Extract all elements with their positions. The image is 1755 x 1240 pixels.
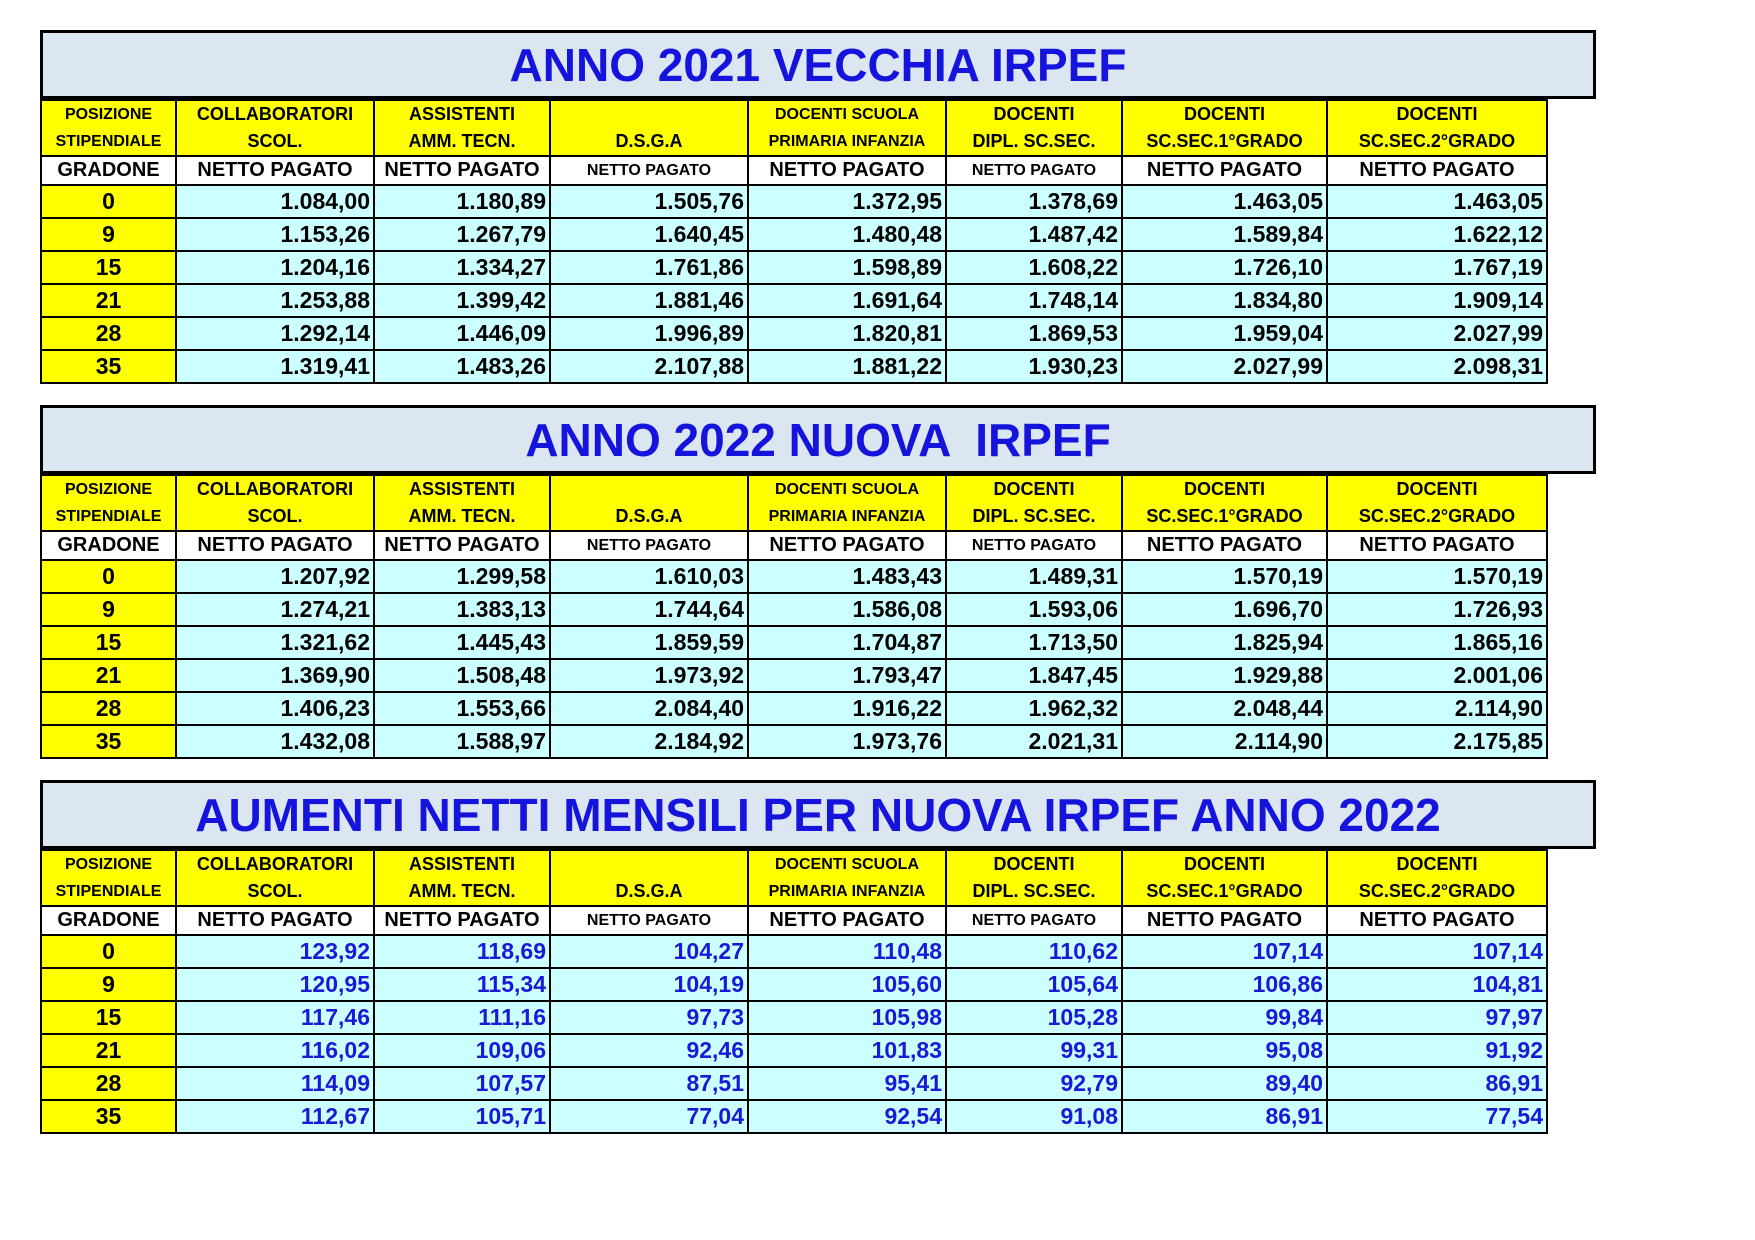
table-row [41,593,1547,626]
value-cell: 1.973,76 [748,725,946,758]
subheader-netto-pagato: NETTO PAGATO [176,906,374,935]
value-cell: 1.321,62 [176,626,374,659]
gradone-cell: 35 [41,350,176,383]
table-row [41,626,1547,659]
value-cell: 92,46 [550,1034,748,1067]
value-cell: 1.432,08 [176,725,374,758]
value-cell: 105,71 [374,1100,550,1133]
column-header-bottom: SC.SEC.2°GRADO [1327,503,1547,531]
column-header-top [550,850,748,878]
value-cell: 117,46 [176,1001,374,1034]
value-cell: 110,62 [946,935,1122,968]
value-cell: 1.487,42 [946,218,1122,251]
table-row [41,350,1547,383]
subheader-netto-pagato: NETTO PAGATO [1327,156,1547,185]
value-cell: 91,92 [1327,1034,1547,1067]
subheader-netto-pagato: NETTO PAGATO [748,156,946,185]
gradone-cell: 15 [41,1001,176,1034]
value-cell: 1.598,89 [748,251,946,284]
value-cell: 1.834,80 [1122,284,1327,317]
table-row [41,659,1547,692]
value-cell: 95,08 [1122,1034,1327,1067]
value-cell: 1.881,46 [550,284,748,317]
value-cell: 105,64 [946,968,1122,1001]
column-header-top: DOCENTI [1327,850,1547,878]
table-row [41,1001,1547,1034]
value-cell: 107,57 [374,1067,550,1100]
table-row [41,251,1547,284]
value-cell: 1.761,86 [550,251,748,284]
subheader-netto-pagato: NETTO PAGATO [550,906,748,935]
column-header-top: DOCENTI [1122,475,1327,503]
value-cell: 1.865,16 [1327,626,1547,659]
value-cell: 2.027,99 [1327,317,1547,350]
value-cell: 99,84 [1122,1001,1327,1034]
value-cell: 1.959,04 [1122,317,1327,350]
salary-table-block [40,405,1596,759]
subheader-netto-pagato: NETTO PAGATO [1327,531,1547,560]
gradone-cell: 15 [41,251,176,284]
column-header-bottom: D.S.G.A [550,503,748,531]
value-cell: 107,14 [1327,935,1547,968]
value-cell: 2.175,85 [1327,725,1547,758]
column-header-top: ASSISTENTI [374,100,550,128]
value-cell: 1.505,76 [550,185,748,218]
subheader-netto-pagato: NETTO PAGATO [374,531,550,560]
value-cell: 1.996,89 [550,317,748,350]
column-header-top: DOCENTI SCUOLA [748,475,946,503]
header-row-bottom [41,128,1547,156]
subheader-netto-pagato: NETTO PAGATO [374,906,550,935]
table-row [41,185,1547,218]
value-cell: 1.847,45 [946,659,1122,692]
value-cell: 91,08 [946,1100,1122,1133]
column-header-top: COLLABORATORI [176,850,374,878]
header-stipendiale: STIPENDIALE [41,878,176,906]
column-header-bottom: SC.SEC.2°GRADO [1327,878,1547,906]
value-cell: 2.084,40 [550,692,748,725]
value-cell: 99,31 [946,1034,1122,1067]
header-gradone: GRADONE [41,531,176,560]
value-cell: 1.180,89 [374,185,550,218]
column-header-bottom: SC.SEC.1°GRADO [1122,503,1327,531]
column-header-top: DOCENTI [1122,850,1327,878]
table-row [41,284,1547,317]
column-header-bottom: D.S.G.A [550,128,748,156]
value-cell: 1.253,88 [176,284,374,317]
header-row-bottom [41,503,1547,531]
subheader-row [41,906,1547,935]
value-cell: 1.570,19 [1122,560,1327,593]
value-cell: 1.553,66 [374,692,550,725]
value-cell: 1.962,32 [946,692,1122,725]
value-cell: 1.589,84 [1122,218,1327,251]
value-cell: 1.406,23 [176,692,374,725]
table-row [41,560,1547,593]
column-header-bottom: PRIMARIA INFANZIA [748,503,946,531]
value-cell: 2.021,31 [946,725,1122,758]
table-row [41,935,1547,968]
value-cell: 95,41 [748,1067,946,1100]
value-cell: 1.480,48 [748,218,946,251]
value-cell: 87,51 [550,1067,748,1100]
subheader-netto-pagato: NETTO PAGATO [748,531,946,560]
value-cell: 1.930,23 [946,350,1122,383]
value-cell: 2.027,99 [1122,350,1327,383]
subheader-row [41,156,1547,185]
value-cell: 123,92 [176,935,374,968]
subheader-netto-pagato: NETTO PAGATO [550,156,748,185]
value-cell: 1.916,22 [748,692,946,725]
value-cell: 105,60 [748,968,946,1001]
column-header-top: ASSISTENTI [374,475,550,503]
column-header-top: DOCENTI [946,850,1122,878]
value-cell: 1.207,92 [176,560,374,593]
header-posizione: POSIZIONE [41,475,176,503]
value-cell: 1.378,69 [946,185,1122,218]
column-header-bottom: SCOL. [176,128,374,156]
subheader-netto-pagato: NETTO PAGATO [946,156,1122,185]
column-header-bottom: SC.SEC.1°GRADO [1122,128,1327,156]
table-row [41,1067,1547,1100]
salary-table-block [40,780,1596,1134]
value-cell: 2.048,44 [1122,692,1327,725]
value-cell: 1.825,94 [1122,626,1327,659]
value-cell: 97,73 [550,1001,748,1034]
value-cell: 1.292,14 [176,317,374,350]
table-row [41,692,1547,725]
value-cell: 1.153,26 [176,218,374,251]
value-cell: 104,81 [1327,968,1547,1001]
value-cell: 1.463,05 [1122,185,1327,218]
column-header-top: DOCENTI [946,100,1122,128]
value-cell: 1.204,16 [176,251,374,284]
table-row [41,218,1547,251]
value-cell: 2.114,90 [1122,725,1327,758]
table-row [41,1034,1547,1067]
column-header-bottom: D.S.G.A [550,878,748,906]
value-cell: 1.369,90 [176,659,374,692]
value-cell: 1.726,10 [1122,251,1327,284]
column-header-top: COLLABORATORI [176,475,374,503]
gradone-cell: 28 [41,692,176,725]
value-cell: 1.445,43 [374,626,550,659]
salary-table [40,849,1548,1134]
column-header-top: COLLABORATORI [176,100,374,128]
value-cell: 1.267,79 [374,218,550,251]
value-cell: 105,98 [748,1001,946,1034]
value-cell: 1.748,14 [946,284,1122,317]
value-cell: 1.881,22 [748,350,946,383]
subheader-netto-pagato: NETTO PAGATO [946,906,1122,935]
value-cell: 1.299,58 [374,560,550,593]
value-cell: 1.909,14 [1327,284,1547,317]
subheader-netto-pagato: NETTO PAGATO [176,156,374,185]
value-cell: 86,91 [1327,1067,1547,1100]
value-cell: 1.084,00 [176,185,374,218]
column-header-top [550,100,748,128]
value-cell: 101,83 [748,1034,946,1067]
salary-table-block [40,30,1596,384]
salary-table [40,474,1548,759]
value-cell: 116,02 [176,1034,374,1067]
value-cell: 92,79 [946,1067,1122,1100]
value-cell: 1.446,09 [374,317,550,350]
value-cell: 120,95 [176,968,374,1001]
subheader-netto-pagato: NETTO PAGATO [176,531,374,560]
value-cell: 77,54 [1327,1100,1547,1133]
value-cell: 1.508,48 [374,659,550,692]
value-cell: 1.744,64 [550,593,748,626]
subheader-netto-pagato: NETTO PAGATO [1327,906,1547,935]
subheader-netto-pagato: NETTO PAGATO [1122,531,1327,560]
subheader-netto-pagato: NETTO PAGATO [748,906,946,935]
value-cell: 86,91 [1122,1100,1327,1133]
value-cell: 1.622,12 [1327,218,1547,251]
subheader-netto-pagato: NETTO PAGATO [1122,156,1327,185]
value-cell: 114,09 [176,1067,374,1100]
table-title: AUMENTI NETTI MENSILI PER NUOVA IRPEF ANNO 2022 [40,780,1596,849]
value-cell: 1.869,53 [946,317,1122,350]
value-cell: 1.704,87 [748,626,946,659]
value-cell: 1.586,08 [748,593,946,626]
column-header-bottom: AMM. TECN. [374,503,550,531]
value-cell: 1.767,19 [1327,251,1547,284]
column-header-bottom: DIPL. SC.SEC. [946,503,1122,531]
gradone-cell: 15 [41,626,176,659]
value-cell: 2.001,06 [1327,659,1547,692]
value-cell: 1.489,31 [946,560,1122,593]
gradone-cell: 21 [41,284,176,317]
value-cell: 111,16 [374,1001,550,1034]
header-posizione: POSIZIONE [41,850,176,878]
column-header-bottom: PRIMARIA INFANZIA [748,128,946,156]
value-cell: 1.713,50 [946,626,1122,659]
value-cell: 104,27 [550,935,748,968]
value-cell: 77,04 [550,1100,748,1133]
value-cell: 1.593,06 [946,593,1122,626]
gradone-cell: 0 [41,560,176,593]
value-cell: 112,67 [176,1100,374,1133]
value-cell: 109,06 [374,1034,550,1067]
gradone-cell: 35 [41,725,176,758]
column-header-top [550,475,748,503]
gradone-cell: 28 [41,1067,176,1100]
column-header-bottom: SCOL. [176,503,374,531]
gradone-cell: 9 [41,593,176,626]
subheader-netto-pagato: NETTO PAGATO [1122,906,1327,935]
column-header-top: ASSISTENTI [374,850,550,878]
gradone-cell: 21 [41,1034,176,1067]
value-cell: 1.640,45 [550,218,748,251]
gradone-cell: 0 [41,185,176,218]
header-stipendiale: STIPENDIALE [41,503,176,531]
header-gradone: GRADONE [41,156,176,185]
column-header-bottom: DIPL. SC.SEC. [946,128,1122,156]
value-cell: 1.463,05 [1327,185,1547,218]
column-header-top: DOCENTI SCUOLA [748,850,946,878]
column-header-bottom: AMM. TECN. [374,878,550,906]
salary-table [40,99,1548,384]
value-cell: 110,48 [748,935,946,968]
gradone-cell: 9 [41,218,176,251]
value-cell: 1.383,13 [374,593,550,626]
value-cell: 92,54 [748,1100,946,1133]
value-cell: 118,69 [374,935,550,968]
value-cell: 1.820,81 [748,317,946,350]
column-header-top: DOCENTI [1327,475,1547,503]
header-gradone: GRADONE [41,906,176,935]
value-cell: 1.570,19 [1327,560,1547,593]
value-cell: 1.929,88 [1122,659,1327,692]
value-cell: 106,86 [1122,968,1327,1001]
value-cell: 1.859,59 [550,626,748,659]
subheader-netto-pagato: NETTO PAGATO [374,156,550,185]
column-header-top: DOCENTI [1122,100,1327,128]
header-stipendiale: STIPENDIALE [41,128,176,156]
value-cell: 1.973,92 [550,659,748,692]
table-row [41,968,1547,1001]
value-cell: 89,40 [1122,1067,1327,1100]
header-row-bottom [41,878,1547,906]
column-header-bottom: SC.SEC.1°GRADO [1122,878,1327,906]
table-row [41,317,1547,350]
value-cell: 1.372,95 [748,185,946,218]
subheader-row [41,531,1547,560]
value-cell: 97,97 [1327,1001,1547,1034]
gradone-cell: 21 [41,659,176,692]
value-cell: 1.274,21 [176,593,374,626]
gradone-cell: 9 [41,968,176,1001]
column-header-bottom: DIPL. SC.SEC. [946,878,1122,906]
value-cell: 1.399,42 [374,284,550,317]
column-header-bottom: SC.SEC.2°GRADO [1327,128,1547,156]
value-cell: 115,34 [374,968,550,1001]
value-cell: 105,28 [946,1001,1122,1034]
column-header-bottom: SCOL. [176,878,374,906]
column-header-bottom: PRIMARIA INFANZIA [748,878,946,906]
value-cell: 1.608,22 [946,251,1122,284]
column-header-top: DOCENTI [1327,100,1547,128]
table-title: ANNO 2022 NUOVA IRPEF [40,405,1596,474]
value-cell: 107,14 [1122,935,1327,968]
value-cell: 1.483,43 [748,560,946,593]
value-cell: 2.107,88 [550,350,748,383]
column-header-bottom: AMM. TECN. [374,128,550,156]
value-cell: 2.114,90 [1327,692,1547,725]
header-row-top [41,100,1547,128]
gradone-cell: 35 [41,1100,176,1133]
value-cell: 1.319,41 [176,350,374,383]
header-row-top [41,475,1547,503]
value-cell: 1.588,97 [374,725,550,758]
value-cell: 2.098,31 [1327,350,1547,383]
header-posizione: POSIZIONE [41,100,176,128]
header-row-top [41,850,1547,878]
table-row [41,1100,1547,1133]
value-cell: 1.483,26 [374,350,550,383]
gradone-cell: 28 [41,317,176,350]
column-header-top: DOCENTI [946,475,1122,503]
value-cell: 1.696,70 [1122,593,1327,626]
value-cell: 1.691,64 [748,284,946,317]
value-cell: 1.610,03 [550,560,748,593]
table-title: ANNO 2021 VECCHIA IRPEF [40,30,1596,99]
value-cell: 1.334,27 [374,251,550,284]
table-row [41,725,1547,758]
value-cell: 104,19 [550,968,748,1001]
gradone-cell: 0 [41,935,176,968]
column-header-top: DOCENTI SCUOLA [748,100,946,128]
subheader-netto-pagato: NETTO PAGATO [946,531,1122,560]
value-cell: 1.726,93 [1327,593,1547,626]
value-cell: 2.184,92 [550,725,748,758]
subheader-netto-pagato: NETTO PAGATO [550,531,748,560]
value-cell: 1.793,47 [748,659,946,692]
